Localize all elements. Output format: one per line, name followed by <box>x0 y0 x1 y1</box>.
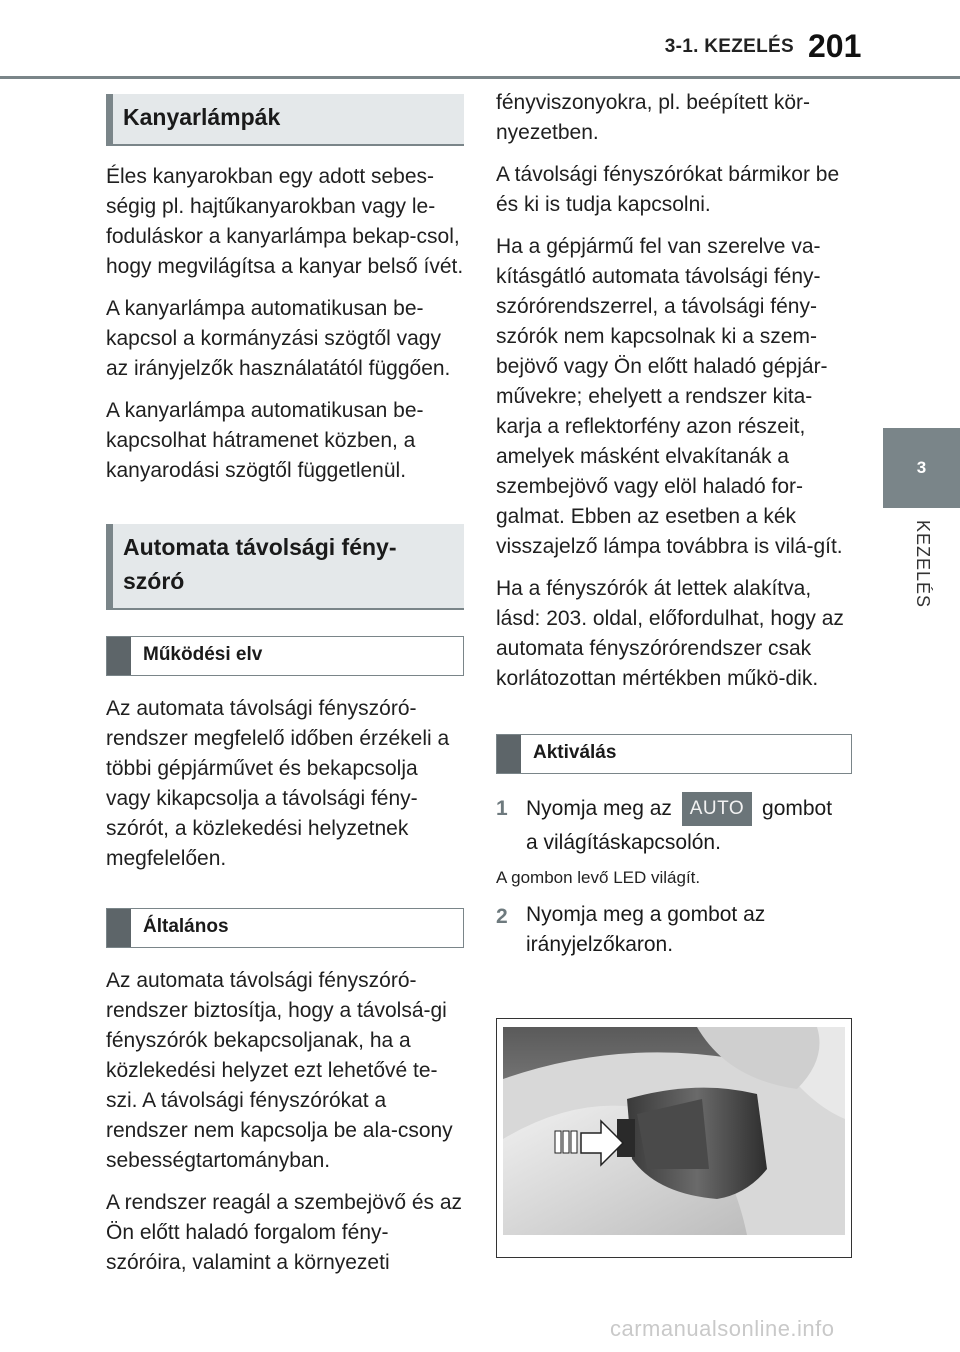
section-heading-kanyarlampak: Kanyarlámpák <box>106 94 464 146</box>
chapter-title: 3-1. KEZELÉS <box>664 36 794 57</box>
paragraph: Az automata távolsági fényszóró-rendszer biztosítja, hogy a távolsá-gi fényszórók bekapcsoljanak, ha a közlekedési helyzet ezt lehetővé te-szi. A távolsági fényszórókat a rendszer nem kapcsolja be ala-csony sebességtartományban. <box>106 969 453 1172</box>
step-number: 2 <box>496 905 508 929</box>
watermark: carmanualsonline.info <box>610 1316 835 1341</box>
section-heading-automata-tavolsagi: Automata távolsági fény-szóró <box>106 524 464 610</box>
auto-button-icon: AUTO <box>682 792 752 826</box>
subheading-altalanos <box>106 908 464 948</box>
subheading-bar <box>107 909 131 947</box>
paragraph: Éles kanyarokban egy adott sebes-ségig pl. hajtűkanyarokban vagy le-foduláskor a kanyarlámpa bekap-csol, hogy megvilágítsa a kanyar belső ívét. <box>106 165 464 278</box>
step-1 <box>496 792 852 860</box>
lever-drawing <box>497 1019 851 1257</box>
paragraph: Ha a fényszórók át lettek alakítva, lásd: 203. oldal, előfordulhat, hogy az automata fényszórórendszer csak korlátozottan mértékben műkö-dik. <box>496 577 844 690</box>
paragraph: A kanyarlámpa automatikusan be-kapcsol a kormányzási szögtől vagy az irányjelzők használatától függően. <box>106 297 451 380</box>
right-column <box>496 88 852 964</box>
step-text-before: Nyomja meg az <box>526 797 672 820</box>
paragraph: fényviszonyokra, pl. beépített kör-nyezetben. <box>496 91 810 144</box>
subheading-text: Működési elv <box>143 644 263 665</box>
subheading-text: Aktiválás <box>533 742 617 763</box>
subheading-bar <box>107 637 131 675</box>
header-rule <box>0 76 960 79</box>
page-number: 201 <box>808 28 862 64</box>
subheading-mukodesi-elv <box>106 636 464 676</box>
turn-signal-lever-illustration <box>496 1018 852 1258</box>
step-text <box>526 792 832 860</box>
paragraph: Ha a gépjármű fel van szerelve va-kításgátló automata távolsági fény-szórórendszerrel, a távolsági fény-szórók nem kapcsolnak ki a szem-bejövő vagy Ön előtt haladó gépjár-művekre; ehelyett a rendszer kita-karja a reflektorfény azon részeit, amelyek másként elvakítanák a szembejövő vagy elöl haladó for-galmat. Ebben az esetben a kék visszajelző lámpa továbbra is vilá-gít. <box>496 235 843 558</box>
step-text-after: gombot <box>762 797 833 820</box>
left-column <box>106 94 464 1290</box>
paragraph: A rendszer reagál a szembejövő és az Ön előtt haladó forgalom fény-szóróira, valamint a környezeti <box>106 1191 463 1274</box>
paragraph: A távolsági fényszórókat bármikor be és ki is tudja kapcsolni. <box>496 163 840 216</box>
step-text-line2: a világításkapcsolón. <box>526 831 721 855</box>
chapter-tab-number: 3 <box>916 458 927 477</box>
paragraph: Az automata távolsági fényszóró-rendszer megfelelő időben érzékeli a többi gépjárművet és bekapcsolja vagy kikapcsolja a távolsági fény-szórót, a közlekedési helyzetnek megfelelően. <box>106 697 450 870</box>
chapter-tab[interactable] <box>883 428 960 508</box>
subheading-bar <box>497 735 521 773</box>
step-text: Nyomja meg a gombot az irányjelzőkaron. <box>526 903 766 957</box>
step-number: 1 <box>496 797 508 820</box>
subheading-aktivalas <box>496 734 852 774</box>
step-note: A gombon levő LED világít. <box>496 868 701 888</box>
paragraph: A kanyarlámpa automatikusan be-kapcsolhat hátramenet közben, a kanyarodási szögtől függetlenül. <box>106 399 424 482</box>
subheading-text: Általános <box>143 916 229 937</box>
chapter-side-label: KEZELÉS <box>913 520 933 609</box>
step-2 <box>496 900 852 960</box>
